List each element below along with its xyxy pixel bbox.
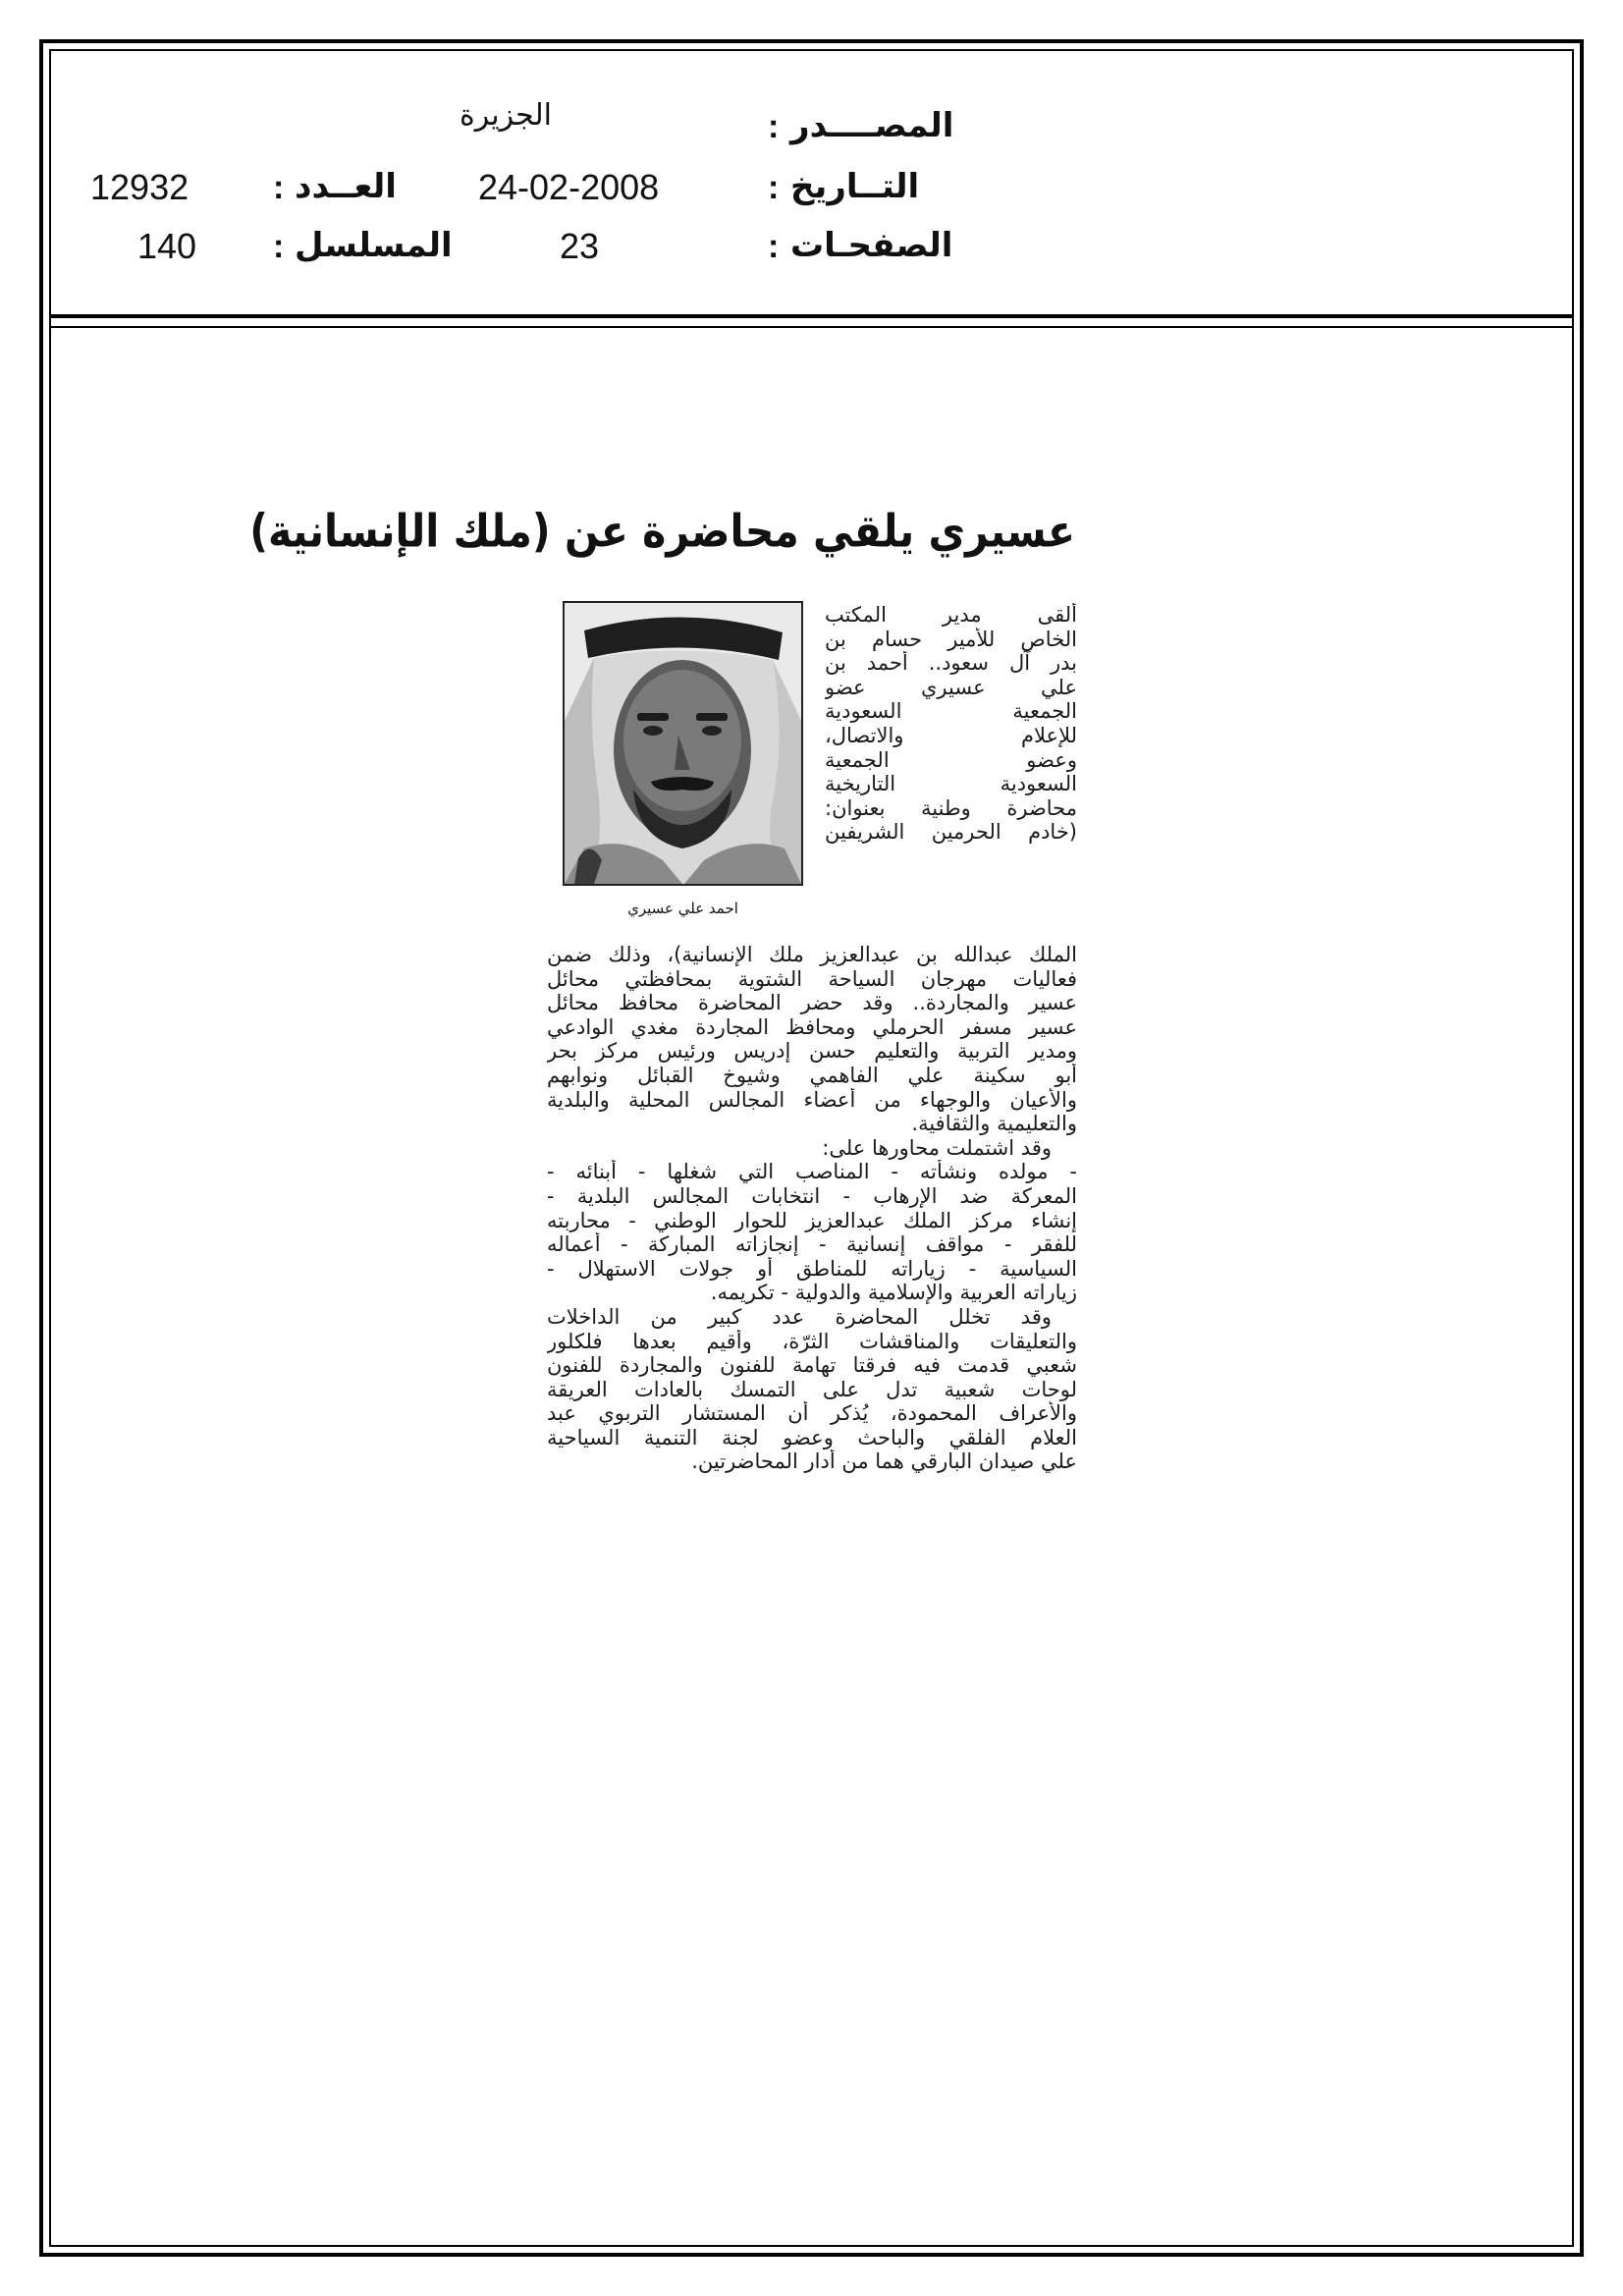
text-line: الملك عبدالله بن عبدالعزيز ملك الإنسانية)، وذلك ضمن [547,943,1077,966]
author-photo [563,601,803,886]
text-line: الخاص للأمير حسام بن [825,627,1077,651]
text-line: شعبي قدمت فيه فرقتا تهامة للفنون والمجاردة للفنون [547,1353,1077,1378]
issue-colon: : [273,169,285,206]
text-line: إنشاء مركز الملك عبدالعزيز للحوار الوطني - محاربته [547,1208,1077,1232]
text-line: السياسية - زياراته للمناطق أو جولات الاستهلال - [547,1256,1077,1281]
source-label: المصــــدر [790,106,954,145]
text-line: زياراته العربية والإسلامية والدولية - تكريمه. [710,1281,1077,1305]
text-line: فعاليات مهرجان السياحة الشتوية بمحافظتي محائل [547,966,1077,991]
text-line: - مولده ونشأته - المناصب التي شغلها - أبنائه - [547,1160,1077,1184]
photo-caption: احمد علي عسيري [627,900,738,917]
header-divider-thin [49,326,1574,328]
date-value: 24-02-2008 [478,167,660,207]
article-body-narrow [825,603,1077,845]
text-line: والأعيان والوجهاء من أعضاء المجالس المحلية والبلدية [547,1087,1077,1112]
text-line: الجمعية السعودية [825,699,1077,724]
serial-colon: : [273,228,285,265]
issue-label: العــدد [295,167,397,206]
text-line: ومدير التربية والتعليم حسن إدريس ورئيس مركز بحر [547,1039,1077,1064]
date-colon: : [768,169,780,206]
text-line: عسير والمجاردة.. وقد حضر المحاضرة محافظ محائل [547,991,1077,1015]
serial-label: المسلسل [295,226,453,265]
text-line: وعضو الجمعية [825,747,1077,772]
text-line: محاضرة وطنية بعنوان: [825,795,1077,820]
pages-colon: : [768,228,780,265]
text-line: والتعليقات والمناقشات الثرّة، وأُقيم بعدها فلكلور [547,1329,1077,1353]
text-line: علي صيدان البارقي هما من أدار المحاضرتين. [691,1449,1077,1474]
source-colon: : [768,108,780,145]
text-line: للفقر - مواقف إنسانية - إنجازاته المباركة - أعماله [547,1232,1077,1257]
text-line: والأعراف المحمودة، يُذكر أن المستشار التربوي عبد [547,1401,1077,1426]
pages-label: الصفحـات [790,226,953,265]
text-line: عسير مسفر الحرملي ومحافظ المجاردة مغدي الوادعي [547,1014,1077,1039]
text-line: والتعليمية والثقافية. [911,1112,1077,1136]
text-line: للإعلام والاتصال، [825,723,1077,747]
serial-value: 140 [137,226,197,266]
text-line: علي عسيري عضو [825,675,1077,699]
issue-value: 12932 [90,167,189,207]
text-line: العلام الفلقي والباحث وعضو لجنة التنمية السياحية [547,1425,1077,1449]
text-line: (خادم الحرمين الشريفين [825,820,1077,845]
header-divider [49,314,1574,318]
source-value: الجزيرة [460,98,553,133]
text-line: لوحات شعبية تدل على التمسك بالعادات العريقة [547,1377,1077,1401]
text-line: وقد اشتملت محاورها على: [822,1135,1052,1160]
text-line: أبو سكينة علي الفاهمي وشيوخ القبائل ونوابهم [547,1063,1077,1087]
text-line: السعودية التاريخية [825,772,1077,796]
text-line: وقد تخلل المحاضرة عدد كبير من الداخلات [547,1304,1052,1329]
text-line: المعركة ضد الإرهاب - انتخابات المجالس البلدية - [547,1183,1077,1208]
text-line: ألقى مدير المكتب [825,603,1077,627]
article-body-wide [547,943,1077,1474]
pages-value: 23 [560,226,600,266]
article-headline: عسيري يلقي محاضرة عن (ملك الإنسانية) [249,505,1075,558]
date-label: التــاريخ [790,167,920,206]
text-line: بدر آل سعود.. أحمد بن [825,651,1077,676]
portrait-image [565,603,801,884]
